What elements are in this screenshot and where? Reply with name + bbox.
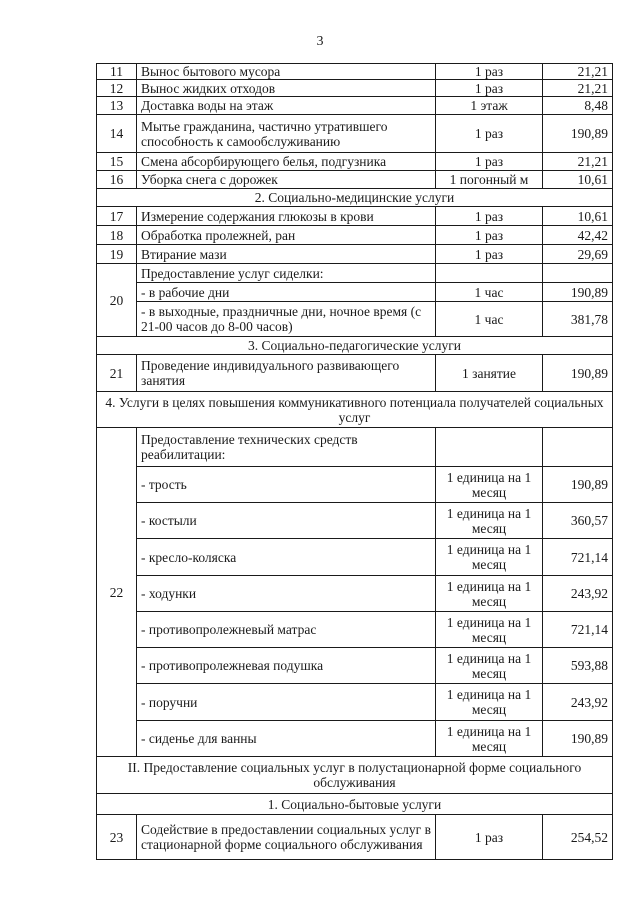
tariff-price: 10,61	[543, 171, 613, 189]
section-row	[97, 392, 613, 428]
tariff-price: 29,69	[543, 245, 613, 264]
tariff-price: 190,89	[543, 115, 613, 153]
table-row	[97, 97, 613, 115]
unit-of-measure: 1 единица на 1 месяц	[436, 684, 543, 721]
tariff-price	[543, 428, 613, 467]
unit-of-measure: 1 погонный м	[436, 171, 543, 189]
service-name: Доставка воды на этаж	[137, 97, 436, 115]
service-name: - сиденье для ванны	[137, 721, 436, 757]
unit-of-measure: 1 единица на 1 месяц	[436, 467, 543, 503]
unit-of-measure: 1 час	[436, 283, 543, 302]
row-number: 21	[97, 355, 137, 392]
service-name: - кресло-коляска	[137, 539, 436, 576]
tariff-price: 381,78	[543, 302, 613, 337]
section-heading: 4. Услуги в целях повышения коммуникативного потенциала получателей социальных услуг	[97, 392, 613, 428]
section-row	[97, 189, 613, 207]
table-row	[97, 80, 613, 97]
tariff-price: 21,21	[543, 64, 613, 80]
table-row	[97, 648, 613, 684]
row-number: 23	[97, 815, 137, 860]
row-number: 15	[97, 153, 137, 171]
table-row	[97, 355, 613, 392]
table-row	[97, 815, 613, 860]
service-name: Предоставление технических средств реабилитации:	[137, 428, 436, 467]
table-row	[97, 264, 613, 283]
section-heading: 1. Социально-бытовые услуги	[97, 794, 613, 815]
row-number: 16	[97, 171, 137, 189]
unit-of-measure: 1 занятие	[436, 355, 543, 392]
tariff-price: 721,14	[543, 612, 613, 648]
row-number: 14	[97, 115, 137, 153]
tariff-price: 10,61	[543, 207, 613, 226]
unit-of-measure: 1 единица на 1 месяц	[436, 612, 543, 648]
service-name: - противопролежневый матрас	[137, 612, 436, 648]
service-name: Уборка снега с дорожек	[137, 171, 436, 189]
unit-of-measure: 1 час	[436, 302, 543, 337]
row-number: 22	[97, 428, 137, 757]
page-number: 3	[316, 34, 324, 49]
table-row	[97, 467, 613, 503]
table-row	[97, 612, 613, 648]
table-row	[97, 153, 613, 171]
service-name: - трость	[137, 467, 436, 503]
table-row	[97, 283, 613, 302]
service-name: - в выходные, праздничные дни, ночное время (с 21-00 часов до 8-00 часов)	[137, 302, 436, 337]
table-row	[97, 428, 613, 467]
unit-of-measure: 1 раз	[436, 226, 543, 245]
table-row	[97, 503, 613, 539]
table-row	[97, 226, 613, 245]
unit-of-measure: 1 единица на 1 месяц	[436, 576, 543, 612]
service-name: Втирание мази	[137, 245, 436, 264]
row-number: 12	[97, 80, 137, 97]
service-name: Проведение индивидуального развивающего занятия	[137, 355, 436, 392]
tariff-price: 8,48	[543, 97, 613, 115]
row-number: 18	[97, 226, 137, 245]
section-row	[97, 337, 613, 355]
tariff-price: 190,89	[543, 467, 613, 503]
service-name: - ходунки	[137, 576, 436, 612]
tariff-price: 190,89	[543, 721, 613, 757]
tariff-price: 243,92	[543, 576, 613, 612]
table-row	[97, 207, 613, 226]
service-name: Вынос бытового мусора	[137, 64, 436, 80]
service-name: Измерение содержания глюкозы в крови	[137, 207, 436, 226]
tariff-table	[96, 63, 613, 860]
unit-of-measure	[436, 264, 543, 283]
table-row	[97, 539, 613, 576]
unit-of-measure: 1 единица на 1 месяц	[436, 648, 543, 684]
table-row	[97, 64, 613, 80]
service-name: - в рабочие дни	[137, 283, 436, 302]
service-name: Содействие в предоставлении социальных услуг в стационарной форме социального обслуживания	[137, 815, 436, 860]
tariff-price: 243,92	[543, 684, 613, 721]
tariff-price: 190,89	[543, 355, 613, 392]
unit-of-measure: 1 раз	[436, 64, 543, 80]
section-heading: II. Предоставление социальных услуг в полустационарной форме социального обслуживания	[97, 757, 613, 794]
table-row	[97, 302, 613, 337]
unit-of-measure: 1 раз	[436, 245, 543, 264]
section-row	[97, 757, 613, 794]
section-row	[97, 794, 613, 815]
table-row	[97, 576, 613, 612]
tariff-price: 254,52	[543, 815, 613, 860]
unit-of-measure: 1 раз	[436, 80, 543, 97]
tariff-price: 42,42	[543, 226, 613, 245]
row-number: 19	[97, 245, 137, 264]
table-row	[97, 115, 613, 153]
service-name: Вынос жидких отходов	[137, 80, 436, 97]
unit-of-measure: 1 этаж	[436, 97, 543, 115]
unit-of-measure: 1 раз	[436, 207, 543, 226]
table-row	[97, 245, 613, 264]
unit-of-measure: 1 раз	[436, 153, 543, 171]
table-row	[97, 721, 613, 757]
service-name: Мытье гражданина, частично утратившего способность к самообслуживанию	[137, 115, 436, 153]
service-name: Предоставление услуг сиделки:	[137, 264, 436, 283]
service-name: Обработка пролежней, ран	[137, 226, 436, 245]
unit-of-measure: 1 раз	[436, 115, 543, 153]
unit-of-measure: 1 раз	[436, 815, 543, 860]
row-number: 20	[97, 264, 137, 337]
service-name: - поручни	[137, 684, 436, 721]
unit-of-measure: 1 единица на 1 месяц	[436, 539, 543, 576]
unit-of-measure	[436, 428, 543, 467]
row-number: 17	[97, 207, 137, 226]
tariff-price: 190,89	[543, 283, 613, 302]
table-row	[97, 684, 613, 721]
service-name: - костыли	[137, 503, 436, 539]
tariff-price: 21,21	[543, 80, 613, 97]
tariff-price: 360,57	[543, 503, 613, 539]
section-heading: 3. Социально-педагогические услуги	[97, 337, 613, 355]
service-name: Смена абсорбирующего белья, подгузника	[137, 153, 436, 171]
row-number: 11	[97, 64, 137, 80]
unit-of-measure: 1 единица на 1 месяц	[436, 503, 543, 539]
section-heading: 2. Социально-медицинские услуги	[97, 189, 613, 207]
tariff-price: 21,21	[543, 153, 613, 171]
tariff-price	[543, 264, 613, 283]
tariff-price: 721,14	[543, 539, 613, 576]
row-number: 13	[97, 97, 137, 115]
table-row	[97, 171, 613, 189]
unit-of-measure: 1 единица на 1 месяц	[436, 721, 543, 757]
tariff-price: 593,88	[543, 648, 613, 684]
service-name: - противопролежневая подушка	[137, 648, 436, 684]
